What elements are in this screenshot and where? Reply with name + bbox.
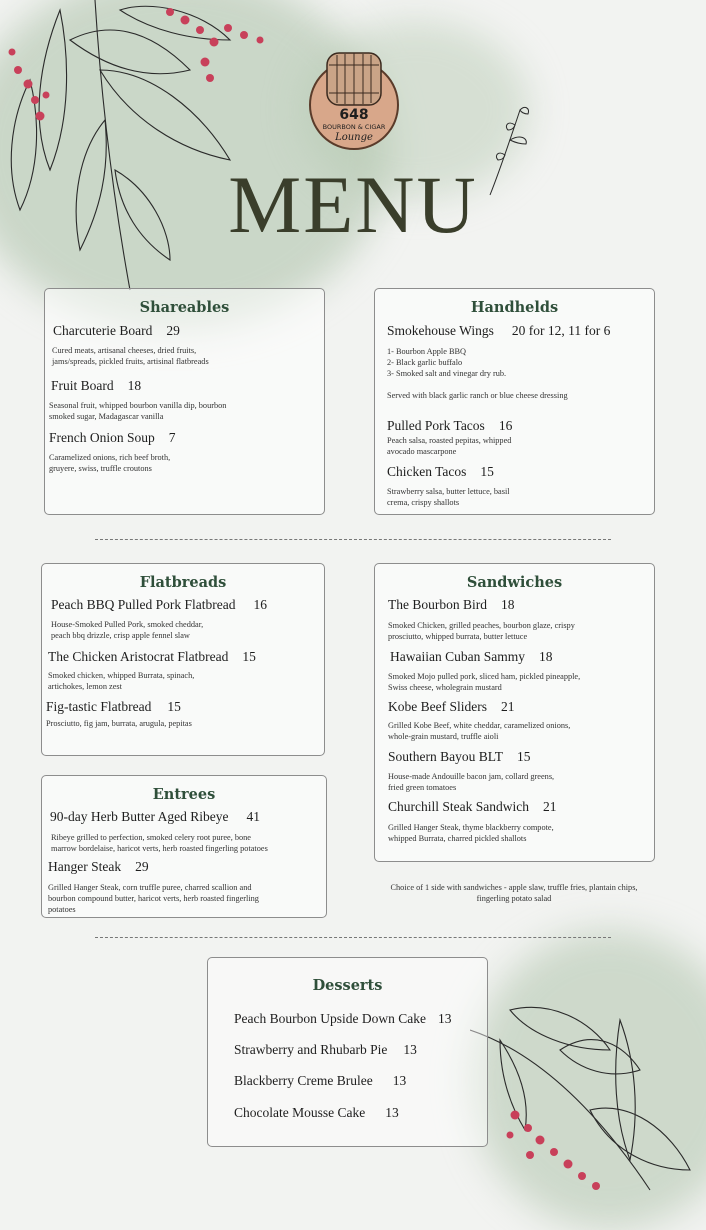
item-name: Strawberry and Rhubarb Pie: [234, 1042, 388, 1057]
item-name: Blackberry Creme Brulee: [234, 1073, 373, 1088]
item-price: 15: [517, 749, 531, 764]
item-price: 21: [500, 699, 515, 714]
menu-item: [388, 749, 531, 765]
menu-item: [51, 597, 267, 613]
menu-item: [390, 649, 552, 665]
section-title-flatbreads: Flatbreads: [139, 574, 227, 591]
item-name: Peach Bourbon Upside Down Cake: [234, 1011, 426, 1026]
flatbreads-card: [41, 563, 325, 756]
item-price: 13: [385, 1105, 399, 1120]
menu-item: [50, 809, 260, 825]
menu-item: [388, 699, 514, 715]
item-price: 29: [166, 323, 180, 338]
menu-item: [234, 1042, 417, 1058]
item-name: Peach BBQ Pulled Pork Flatbread: [51, 597, 236, 612]
item-name: The Chicken Aristocrat Flatbread: [48, 649, 229, 664]
item-description: Peach salsa, roasted pepitas, whipped avocado mascarpone: [387, 436, 512, 456]
section-title-handhelds: Handhelds: [470, 299, 559, 316]
item-price: 13: [403, 1042, 417, 1057]
menu-item: [387, 418, 512, 434]
menu-item: [387, 464, 494, 480]
item-price: 18: [501, 597, 515, 612]
section-divider: [95, 937, 611, 938]
menu-item: [48, 859, 149, 875]
logo-line2: Lounge: [335, 132, 373, 143]
item-price: 15: [480, 464, 494, 479]
item-name: Hanger Steak: [48, 859, 122, 874]
section-title-shareables: Shareables: [139, 299, 230, 316]
menu-item: [48, 649, 256, 665]
item-description: Ribeye grilled to perfection, smoked celery root puree, bone marrow bordelaise, haricot verts, herb roasted fingerling potatoes: [51, 833, 268, 853]
item-description: Grilled Hanger Steak, corn truffle puree, charred scallion and bourbon compound butter, haricot verts, herb roasted fingerling potatoes: [48, 883, 259, 914]
menu-item: [234, 1105, 399, 1121]
sandwiches-card: [374, 563, 655, 862]
menu-item: [51, 378, 141, 394]
item-name: The Bourbon Bird: [388, 597, 487, 612]
botanical-leaves-icon: [0, 0, 300, 300]
item-name: Chicken Tacos: [387, 464, 467, 479]
botanical-leaves-bottom-icon: [470, 990, 706, 1200]
menu-item: [46, 699, 181, 715]
item-description: Smoked Mojo pulled pork, sliced ham, pickled pineapple, Swiss cheese, wholegrain mustard: [388, 672, 581, 692]
item-name: Churchill Steak Sandwich: [388, 799, 529, 814]
item-price: 13: [392, 1073, 407, 1088]
page-title: MENU: [228, 159, 478, 250]
item-name: Fig-tastic Flatbread: [46, 699, 152, 714]
item-price: 15: [167, 699, 181, 714]
item-name: Pulled Pork Tacos: [387, 418, 485, 433]
item-name: Smokehouse Wings: [387, 323, 494, 338]
item-price: 13: [437, 1011, 452, 1026]
entrees-card: [41, 775, 327, 918]
item-name: Fruit Board: [51, 378, 114, 393]
item-description: Seasonal fruit, whipped bourbon vanilla dip, bourbon smoked sugar, Madagascar vanilla: [49, 401, 227, 421]
item-description: Strawberry salsa, butter lettuce, basil crema, crispy shallots: [387, 487, 510, 507]
menu-item: [49, 430, 176, 446]
item-price: 41: [246, 809, 260, 824]
item-description: Grilled Kobe Beef, white cheddar, caramelized onions, whole-grain mustard, truffle aioli: [388, 721, 571, 741]
section-title-desserts: Desserts: [312, 977, 383, 994]
item-price: 18: [538, 649, 553, 664]
item-name: 90-day Herb Butter Aged Ribeye: [50, 809, 229, 824]
item-name: Southern Bayou BLT: [388, 749, 504, 764]
menu-item: [387, 323, 610, 339]
item-description: Caramelized onions, rich beef broth, gruyere, swiss, truffle croutons: [49, 453, 171, 473]
item-price: 20 for 12, 11 for 6: [511, 323, 611, 338]
item-price: 16: [498, 418, 513, 433]
section-title-entrees: Entrees: [152, 786, 216, 803]
item-description: House-made Andouille bacon jam, collard greens, fried green tomatoes: [388, 772, 555, 792]
shareables-card: [44, 288, 325, 515]
logo-number: 648: [339, 107, 369, 123]
menu-item: [388, 799, 556, 815]
menu-item: [234, 1073, 406, 1089]
item-price: 7: [168, 430, 176, 445]
item-name: French Onion Soup: [49, 430, 155, 445]
menu-item: [53, 323, 180, 339]
item-price: 21: [542, 799, 557, 814]
item-price: 29: [135, 859, 149, 874]
item-description: 1- Bourbon Apple BBQ 2- Black garlic buffalo 3- Smoked salt and vinegar dry rub. Served with black garlic ranch or blue cheese dressing: [387, 347, 568, 400]
item-description: Grilled Hanger Steak, thyme blackberry compote, whipped Burrata, charred pickled shallots: [388, 823, 554, 843]
section-divider: [95, 539, 611, 540]
item-description: House-Smoked Pulled Pork, smoked cheddar, peach bbq drizzle, crisp apple fennel slaw: [51, 620, 204, 640]
menu-item: [388, 597, 515, 613]
item-name: Chocolate Mousse Cake: [234, 1105, 366, 1120]
menu-item: [234, 1011, 451, 1027]
item-name: Kobe Beef Sliders: [388, 699, 487, 714]
item-price: 16: [253, 597, 267, 612]
item-description: Prosciutto, fig jam, burrata, arugula, pepitas: [46, 719, 192, 728]
item-description: Smoked chicken, whipped Burrata, spinach, artichokes, lemon zest: [48, 671, 195, 691]
lounge-logo: [307, 47, 401, 151]
item-price: 18: [127, 378, 142, 393]
item-price: 15: [242, 649, 256, 664]
sprig-icon: [480, 100, 540, 200]
section-title-sandwiches: Sandwiches: [466, 574, 563, 591]
item-description: Cured meats, artisanal cheeses, dried fruits, jams/spreads, pickled fruits, artisinal flatbreads: [52, 346, 209, 366]
logo-line1: BOURBON & CIGAR: [322, 123, 386, 131]
handhelds-card: [374, 288, 655, 515]
item-name: Charcuterie Board: [53, 323, 153, 338]
item-name: Hawaiian Cuban Sammy: [390, 649, 525, 664]
sandwich-sides-note: Choice of 1 side with sandwiches - apple slaw, truffle fries, plantain chips, fingerling potato salad: [390, 883, 638, 903]
item-description: Smoked Chicken, grilled peaches, bourbon glaze, crispy prosciutto, whipped burrata, butter lettuce: [388, 621, 575, 641]
